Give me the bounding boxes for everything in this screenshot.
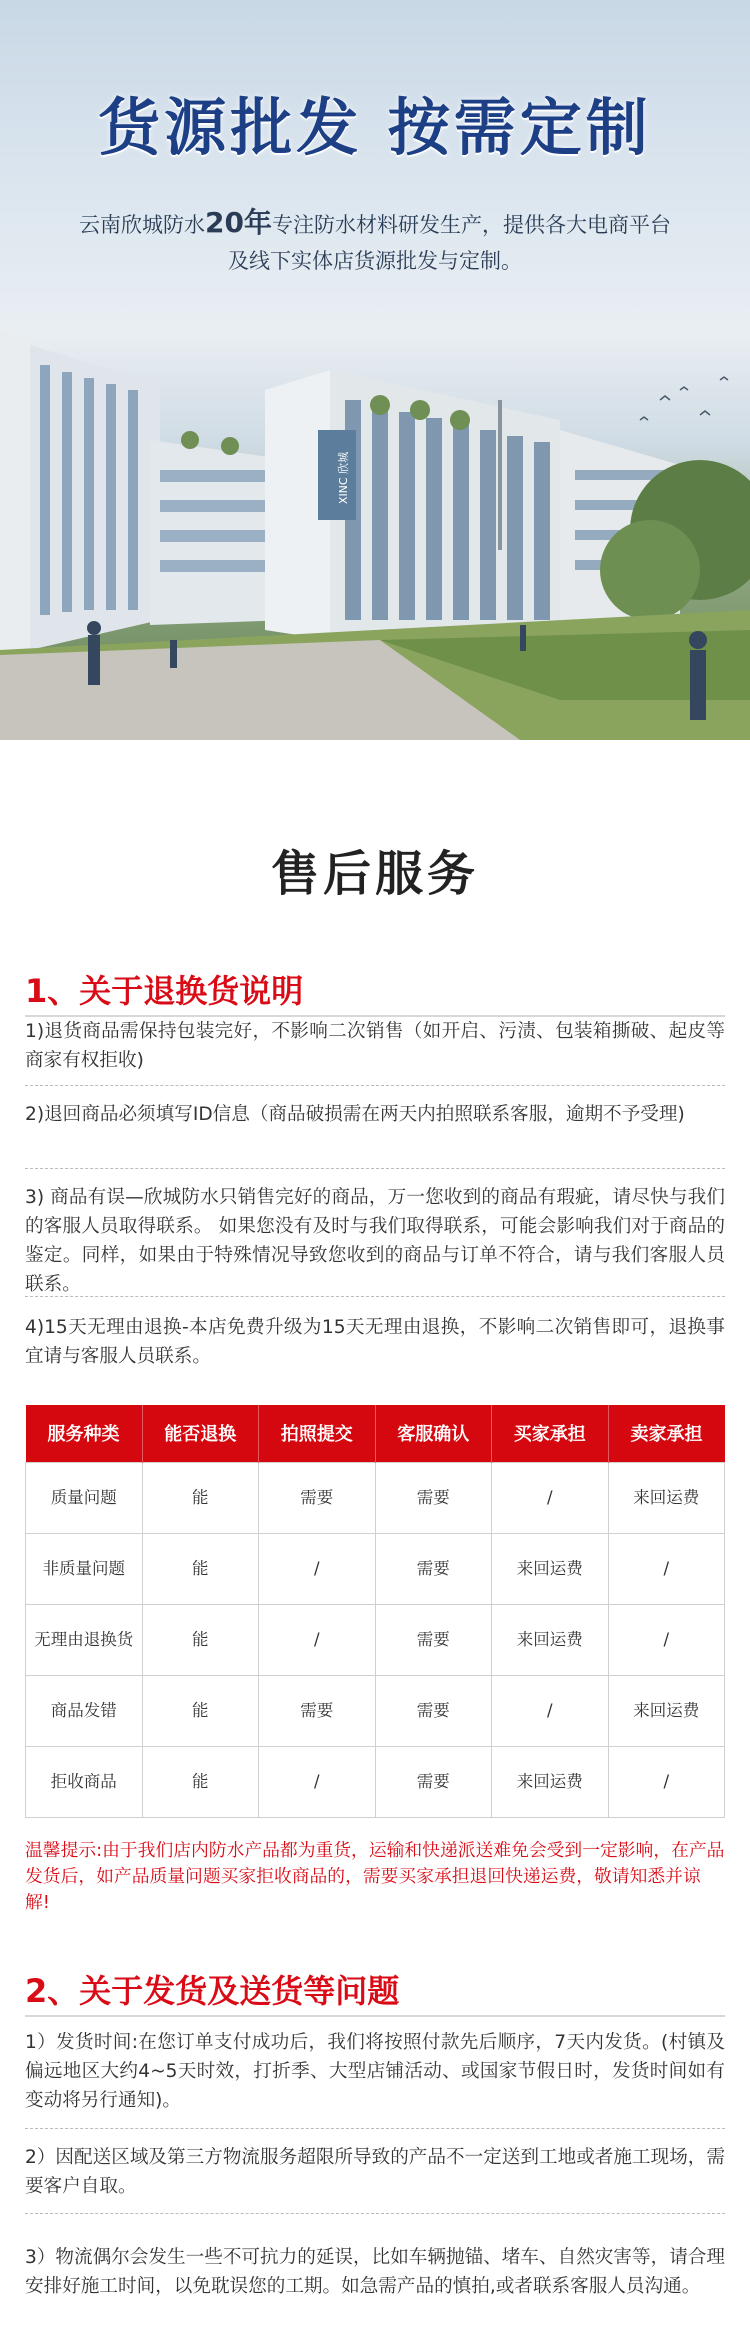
hero-sub-years: 20年 <box>205 206 272 239</box>
table-cell: / <box>492 1462 609 1533</box>
table-cell: / <box>259 1746 376 1817</box>
table-cell: / <box>608 1746 725 1817</box>
table-cell: 需要 <box>375 1746 492 1817</box>
table-cell: 质量问题 <box>26 1462 143 1533</box>
section1-item-1: 1)退货商品需保持包装完好，不影响二次销售（如开启、污渍、包装箱撕破、起皮等商家有权拒收) <box>25 1021 725 1071</box>
section1-heading <box>25 965 725 1017</box>
table-cell: 来回运费 <box>492 1746 609 1817</box>
table-row <box>26 1675 725 1746</box>
table-cell: 需要 <box>259 1462 376 1533</box>
divider <box>25 1296 725 1297</box>
section2-item-3: 3）物流偶尔会发生一些不可抗力的延误，比如车辆抛锚、堵车、自然灾害等，请合理安排好施工时间，以免耽误您的工期。如急需产品的慎拍,或者联系客服人员沟通。 <box>25 2247 725 2297</box>
table-row <box>26 1462 725 1533</box>
table-cell: 能 <box>142 1675 259 1746</box>
divider <box>25 1085 725 1086</box>
table-cell: 需要 <box>375 1675 492 1746</box>
table-row <box>26 1604 725 1675</box>
table-cell: 需要 <box>375 1604 492 1675</box>
table-row <box>26 1533 725 1604</box>
hero-sub-line2: 及线下实体店货源批发与定制。 <box>228 249 522 273</box>
section2-item-2: 2）因配送区域及第三方物流服务超限所导致的产品不一定送到工地或者施工现场，需要客户自取。 <box>25 2147 725 2197</box>
divider <box>25 2213 725 2214</box>
table-cell: 来回运费 <box>608 1675 725 1746</box>
table-cell: 需要 <box>375 1533 492 1604</box>
hero-sub-pre: 云南欣城防水 <box>79 213 206 237</box>
table-header: 卖家承担 <box>608 1405 725 1462</box>
hero-sub-post: 专注防水材料研发生产，提供各大电商平台 <box>271 213 671 237</box>
table-cell: 需要 <box>259 1675 376 1746</box>
table-header: 拍照提交 <box>259 1405 376 1462</box>
table-cell: 商品发错 <box>26 1675 143 1746</box>
after-sales-table <box>25 1405 725 1818</box>
table-cell: 能 <box>142 1746 259 1817</box>
table-cell: / <box>492 1675 609 1746</box>
hero-banner <box>0 0 750 740</box>
table-header: 能否退换 <box>142 1405 259 1462</box>
table-cell: 能 <box>142 1604 259 1675</box>
table-cell: 来回运费 <box>492 1604 609 1675</box>
table-cell: 来回运费 <box>492 1533 609 1604</box>
table-cell: 需要 <box>375 1462 492 1533</box>
table-cell: 来回运费 <box>608 1462 725 1533</box>
section2-item-1: 1）发货时间:在您订单支付成功后，我们将按照付款先后顺序，7天内发货。(村镇及偏远地区大约4~5天时效，打折季、大型店铺活动、或国家节假日时，发货时间如有变动将另行通知)。 <box>25 2032 725 2111</box>
table-header: 客服确认 <box>375 1405 492 1462</box>
divider <box>25 1168 725 1169</box>
table-cell: / <box>259 1533 376 1604</box>
section2-heading-text: 2、关于发货及送货等问题 <box>25 1972 400 2010</box>
section1-item-4: 4)15天无理由退换-本店免费升级为15天无理由退换，不影响二次销售即可，退换事宜请与客服人员联系。 <box>25 1317 725 1367</box>
table-cell: 能 <box>142 1462 259 1533</box>
building-sign: XINC 欣城 <box>337 451 350 505</box>
table-cell: 能 <box>142 1533 259 1604</box>
page-title: 售后服务 <box>270 846 479 902</box>
table-cell: / <box>259 1604 376 1675</box>
section1-item-3: 3) 商品有误—欣城防水只销售完好的商品，万一您收到的商品有瑕疵，请尽快与我们的客服人员取得联系。 如果您没有及时与我们取得联系，可能会影响我们对于商品的鉴定。同样，如果由于特殊情况导致您收到的商品与订单不符合，请与我们客服人员联系。 <box>25 1187 725 1295</box>
section1-item-2: 2)退回商品必须填写ID信息（商品破损需在两天内拍照联系客服，逾期不予受理) <box>25 1104 685 1125</box>
warm-tip: 温馨提示:由于我们店内防水产品都为重货，运输和快递派送难免会受到一定影响，在产品发货后，如产品质量问题买家拒收商品的，需要买家承担退回快递运费，敬请知悉并谅解! <box>25 1840 725 1913</box>
table-cell: 无理由退换货 <box>26 1604 143 1675</box>
table-header: 买家承担 <box>492 1405 609 1462</box>
table-cell: 非质量问题 <box>26 1533 143 1604</box>
table-cell: 拒收商品 <box>26 1746 143 1817</box>
table-row <box>26 1746 725 1817</box>
table-header: 服务种类 <box>26 1405 143 1462</box>
hero-title: 货源批发 按需定制 <box>98 91 652 164</box>
section2-heading <box>25 1965 725 2017</box>
section1-heading-text: 1、关于退换货说明 <box>25 972 304 1010</box>
hero-subtitle <box>0 205 750 279</box>
table-cell: / <box>608 1533 725 1604</box>
table-cell: / <box>608 1604 725 1675</box>
divider <box>25 2128 725 2129</box>
table-header-row <box>26 1405 725 1462</box>
